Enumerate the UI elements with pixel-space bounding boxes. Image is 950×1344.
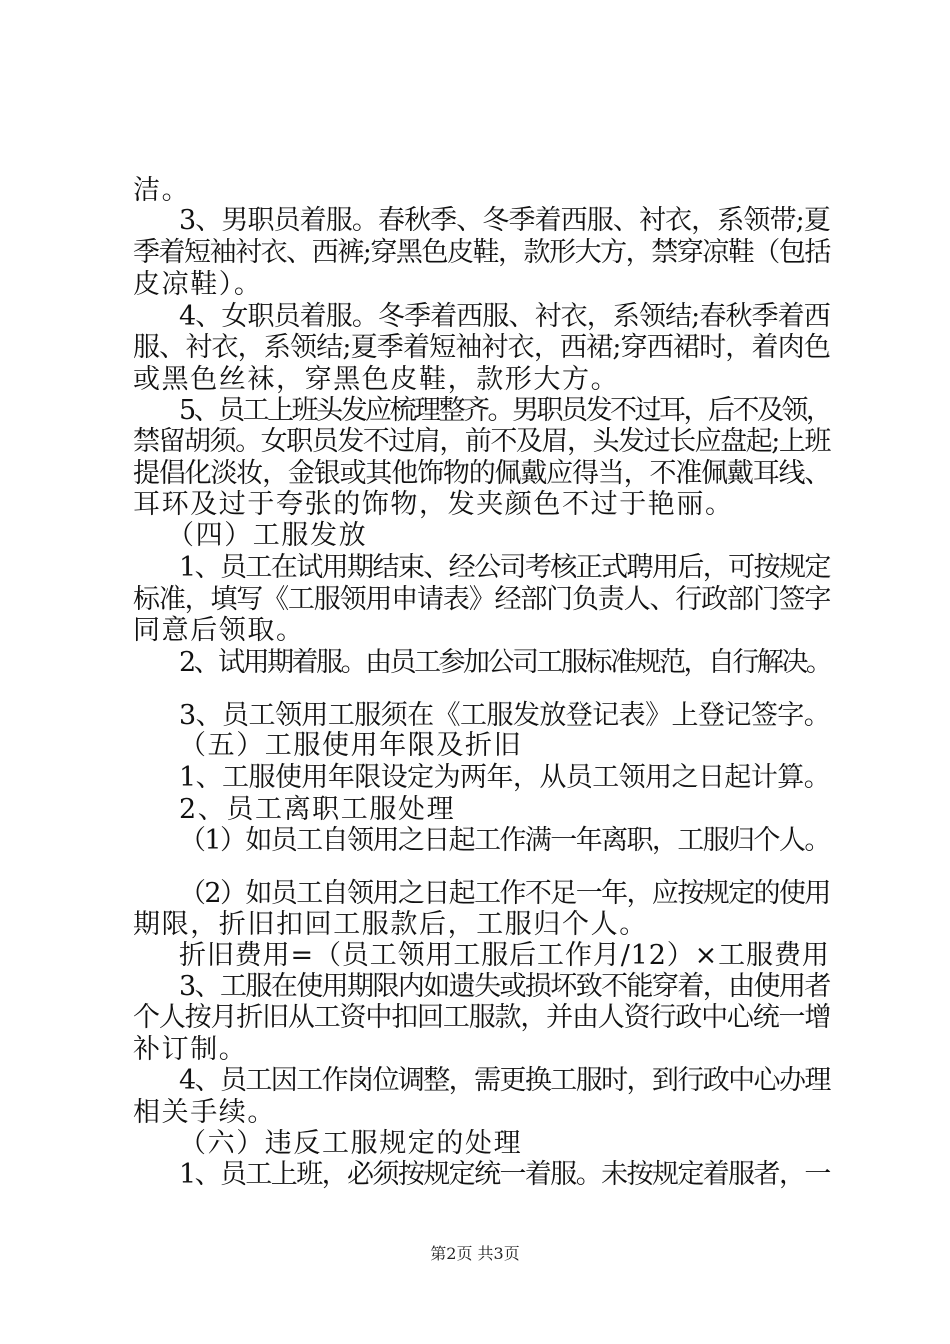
text-line: 期限，折旧扣回工服款后，工服归个人。 [133,909,648,940]
text-line: 提倡化淡妆，金银或其他饰物的佩戴应得当，不准佩戴耳线、 [133,458,831,489]
text-line: 4、女职员着服。冬季着西服、衬衣，系领结;春秋季着西 [179,301,830,332]
text-line: （1）如员工自领用之日起工作满一年离职，工服归个人。 [179,825,830,856]
text-line: 洁。 [133,175,191,206]
text-line: 皮凉鞋）。 [133,269,263,300]
text-line: 补订制。 [133,1034,248,1065]
text-line: 1、员工在试用期结束、经公司考核正式聘用后，可按规定 [179,552,830,583]
text-line: 3、工服在使用期限内如遗失或损坏致不能穿着，由使用者 [179,971,830,1002]
text-line: 同意后领取。 [133,615,305,646]
text-line: 4、员工因工作岗位调整，需更换工服时，到行政中心办理 [179,1065,830,1096]
text-line: 禁留胡须。女职员发不过肩，前不及眉，头发过长应盘起;上班 [133,426,830,457]
text-line: 个人按月折旧从工资中扣回工服款，并由人资行政中心统一增 [133,1002,831,1033]
text-line: （2）如员工自领用之日起工作不足一年，应按规定的使用 [179,878,830,909]
section-heading: （五）工服使用年限及折旧 [179,730,523,761]
section-heading: （四）工服发放 [167,520,368,551]
page-footer: 第2页 共3页 [430,1244,520,1263]
formula-line: 折旧费用=（员工领用工服后工作月/12）×工服费用 [179,940,830,971]
text-line: 5、员工上班头发应梳理整齐。男职员发不过耳，后不及领， [179,395,831,426]
text-line: 耳环及过于夸张的饰物，发夹颜色不过于艳丽。 [133,489,734,520]
text-line: 3、男职员着服。春秋季、冬季着西服、衬衣，系领带;夏 [179,205,830,236]
text-line: 服、衬衣，系领结;夏季着短袖衬衣，西裙;穿西裙时，着肉色 [133,332,830,363]
text-line: 或黑色丝袜，穿黑色皮鞋，款形大方。 [133,364,620,395]
text-line: 3、员工领用工服须在《工服发放登记表》上登记签字。 [179,700,831,731]
text-line: 1、员工上班，必须按规定统一着服。未按规定着服者，一 [179,1159,830,1190]
text-line: 季着短袖衬衣、西裤;穿黑色皮鞋，款形大方，禁穿凉鞋（包括 [133,237,830,268]
text-line: 相关手续。 [133,1097,276,1128]
text-line: 1、工服使用年限设定为两年，从员工领用之日起计算。 [179,762,831,793]
text-line: 2、员工离职工服处理 [179,794,456,825]
text-line: 标准，填写《工服领用申请表》经部门负责人、行政部门签字 [133,584,831,615]
text-line: 2、试用期着服。由员工参加公司工服标准规范，自行解决。 [179,647,831,678]
section-heading: （六）违反工服规定的处理 [179,1128,523,1159]
